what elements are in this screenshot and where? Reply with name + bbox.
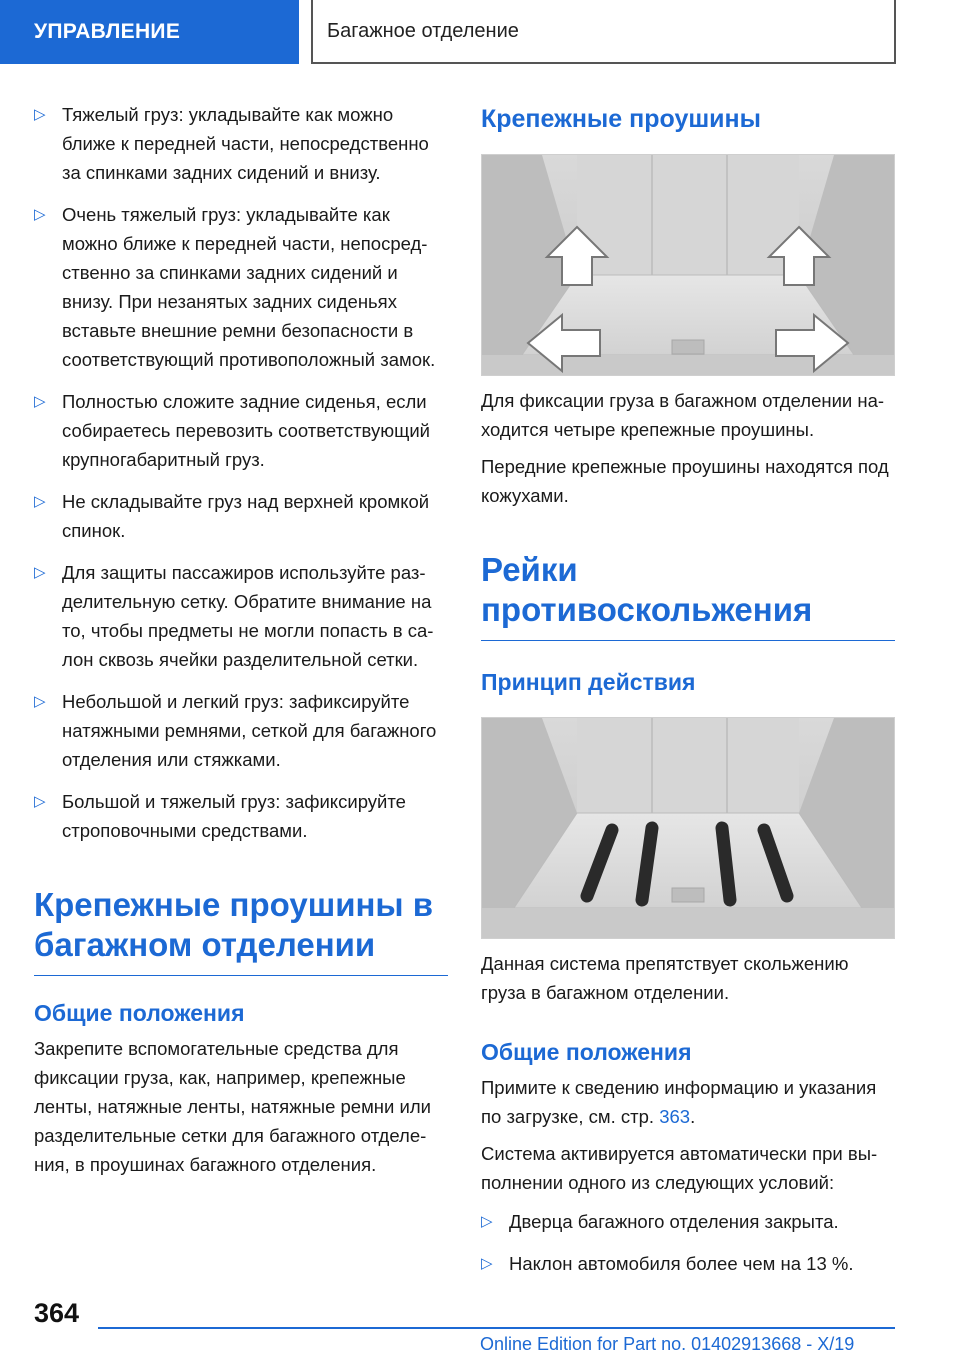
triangle-bullet-icon: ▷ — [34, 206, 46, 223]
principle-text: Данная система препятствует скольжению груза в багажном отделении. — [481, 953, 849, 1003]
cargo-lugs-photo — [481, 154, 895, 376]
header-chapter-label: Багажное отделение — [327, 19, 519, 42]
antislip-illustration — [482, 718, 894, 938]
footer-divider — [98, 1327, 895, 1329]
triangle-bullet-icon: ▷ — [481, 1213, 493, 1230]
triangle-bullet-icon: ▷ — [34, 793, 46, 810]
list-item: ▷ Большой и тяжелый груз: зафиксируйте строповочными средствами. — [34, 787, 448, 845]
section-title-lugs: Крепежные проушины — [481, 105, 762, 133]
right-column — [481, 100, 895, 1291]
list-item: ▷ Тяжелый груз: укладывайте как можно ближе к передней части, непосредственно за спинками задних сидений и внизу. — [34, 100, 448, 187]
list-item: ▷ Для защиты пассажиров используйте разделительную сетку. Обратите внимание на то, чтобы предметы не могли попасть в салон сквозь ячейки разделительной сетки. — [34, 558, 448, 674]
lugs-text-2: Передние крепежные проушины находятся под кожухами. — [481, 456, 889, 506]
footer-edition-text: Online Edition for Part no. 01402913668 - X/19 — [480, 1334, 855, 1354]
page-number: 364 — [34, 1298, 80, 1328]
antislip-rails-photo — [481, 717, 895, 939]
lugs-text-1: Для фиксации груза в багажном отделении находится четыре крепежные проушины. — [481, 390, 885, 440]
list-item: ▷ Не складывайте груз над верхней кромкой спинок. — [34, 487, 448, 545]
subsection-title-general: Общие положения — [34, 1000, 245, 1026]
loading-reference-text: Примите к сведению информацию и указания по загрузке, см. стр. 363. — [481, 1077, 877, 1127]
general-text: Закрепите вспомогательные средства для фиксации груза, как, например, крепежные ленты, натяжные ленты, натяжные ремни или разделительные сетки для багажного отделения, в проушинах багажного отделения. — [34, 1038, 431, 1175]
subsection-title-general-2: Общие положения — [481, 1039, 692, 1065]
triangle-bullet-icon: ▷ — [34, 393, 46, 410]
section-title-tie-down-lugs: Крепежные проушины в багажном отделении — [34, 885, 448, 976]
list-item: ▷ Небольшой и легкий груз: зафиксируйте натяжными ремнями, сеткой для багажного отделения или стяжками. — [34, 687, 448, 774]
triangle-bullet-icon: ▷ — [481, 1255, 493, 1272]
triangle-bullet-icon: ▷ — [34, 493, 46, 510]
triangle-bullet-icon: ▷ — [34, 106, 46, 123]
triangle-bullet-icon: ▷ — [34, 693, 46, 710]
triangle-bullet-icon: ▷ — [34, 564, 46, 581]
list-item: ▷ Очень тяжелый груз: укладывайте как можно ближе к передней части, непосредственно за спинками задних сидений и внизу. При незанятых задних сиденьях вставьте внешние ремни безопасности в соответствующий противоположный замок. — [34, 200, 448, 374]
list-item: ▷ Дверца багажного отделения закрыта. — [481, 1207, 895, 1236]
cargo-area-illustration — [482, 155, 894, 375]
section-title-antislip-rails: Рейки противоскольжения — [481, 550, 895, 641]
activation-text: Система активируется автоматически при выполнении одного из следующих условий: — [481, 1143, 878, 1193]
subsection-title-principle: Принцип действия — [481, 669, 696, 695]
header-section-tab — [0, 0, 299, 64]
loading-tips-list — [34, 100, 448, 845]
left-column — [34, 100, 448, 1179]
activation-conditions-list — [481, 1207, 895, 1278]
header-section-label: УПРАВЛЕНИЕ — [34, 20, 181, 43]
header-chapter — [311, 0, 896, 64]
list-item: ▷ Наклон автомобиля более чем на 13 %. — [481, 1249, 895, 1278]
page-reference-link[interactable]: 363 — [659, 1106, 691, 1127]
list-item: ▷ Полностью сложите задние сиденья, если собираетесь перевозить соответствующий крупногабаритный груз. — [34, 387, 448, 474]
